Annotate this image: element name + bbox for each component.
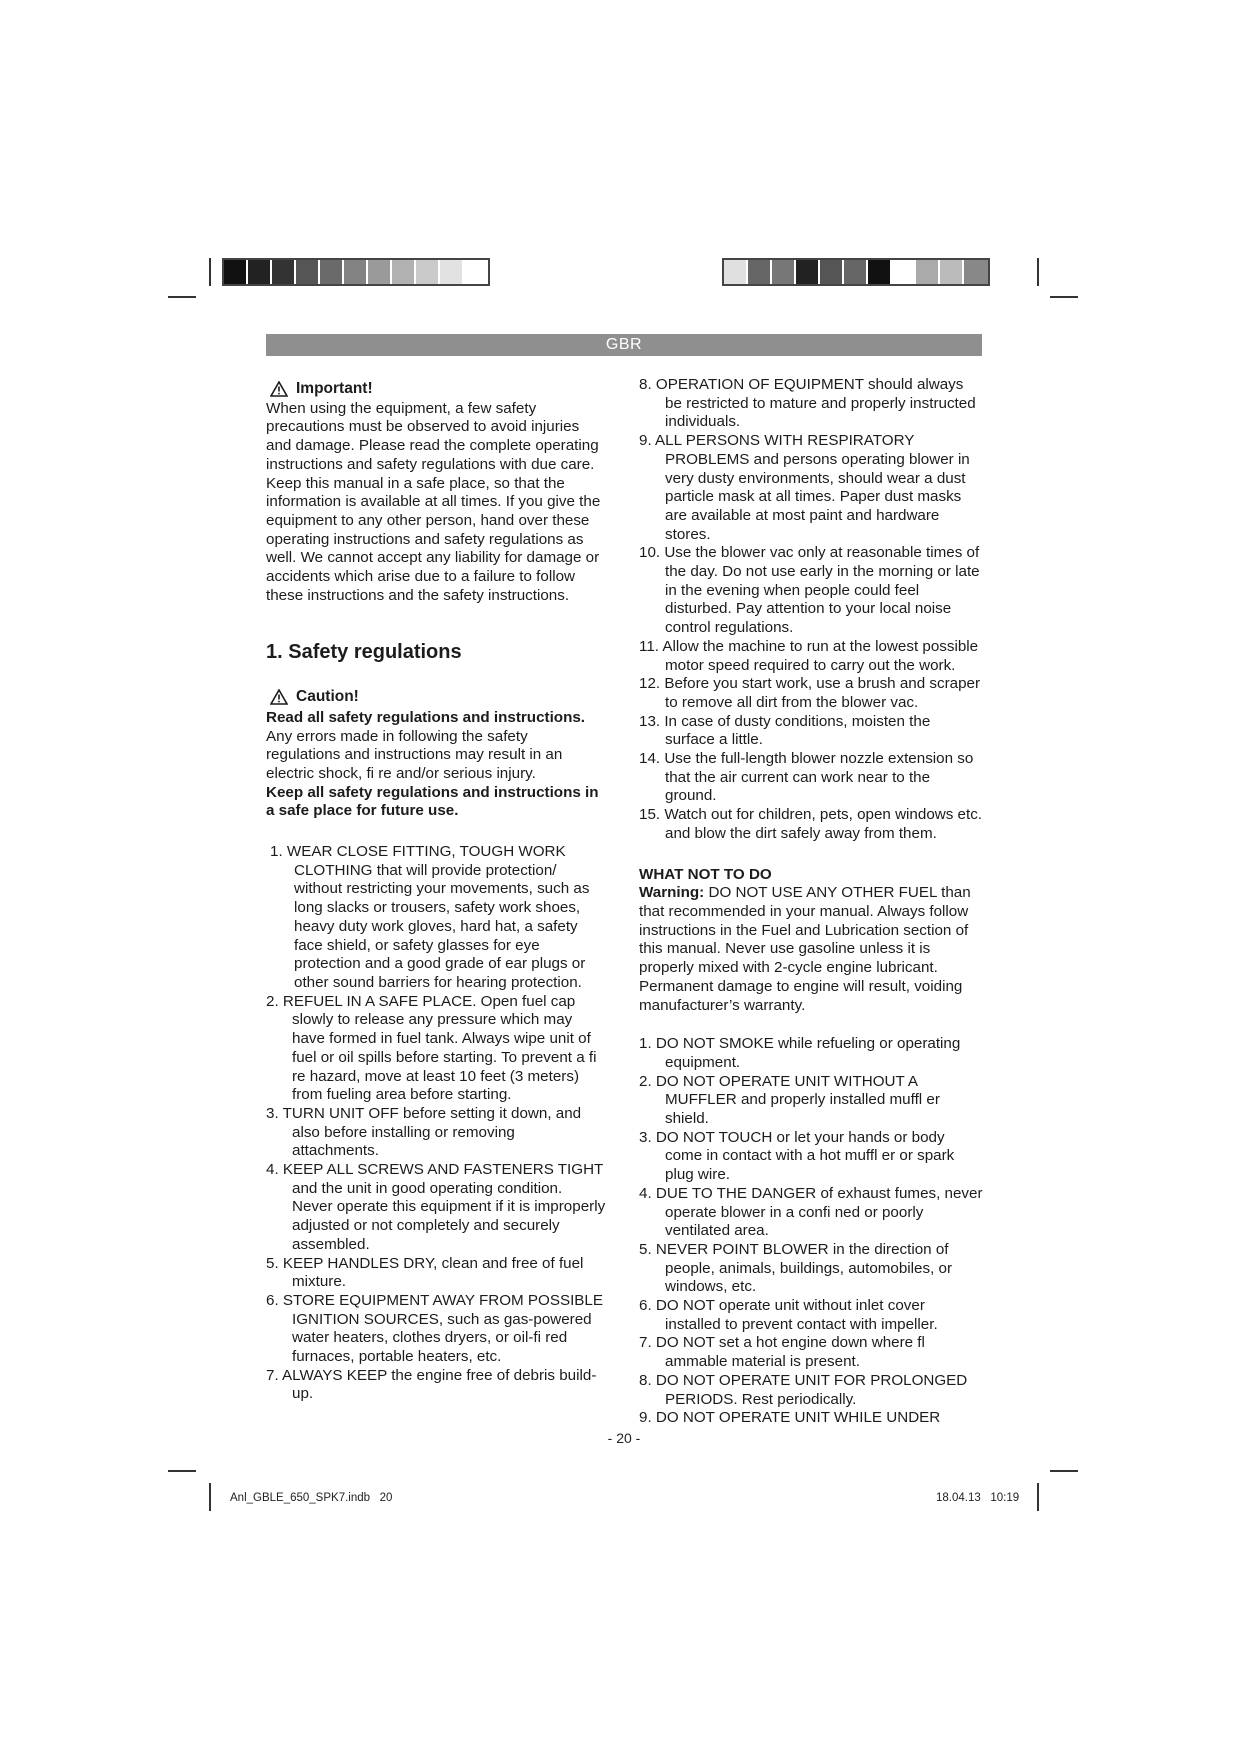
list-item: 8. DO NOT OPERATE UNIT FOR PROLONGED PERIODS. Rest periodically. xyxy=(639,1371,968,1408)
color-swatch xyxy=(868,260,892,284)
list-item: 11. Allow the machine to run at the lowest possible motor speed required to carry out the work. xyxy=(639,637,979,674)
crop-mark-bottom-left-horizontal xyxy=(168,1470,196,1472)
color-swatch xyxy=(272,260,296,284)
list-item: 13. In case of dusty conditions, moisten the surface a little. xyxy=(639,712,931,749)
color-swatch xyxy=(820,260,844,284)
warning-triangle-icon xyxy=(270,689,288,705)
caution-bold-1: Read all safety regulations and instructions. xyxy=(266,708,586,726)
dont-list xyxy=(639,1035,984,1428)
color-swatch xyxy=(796,260,820,284)
language-band xyxy=(266,334,982,356)
list-item: 3. TURN UNIT OFF before setting it down, and also before installing or removing attachments. xyxy=(266,1104,582,1160)
right-column xyxy=(639,376,984,1428)
color-bar-left xyxy=(222,258,490,286)
list-item: 15. Watch out for children, pets, open windows etc. and blow the dirt safely away from them. xyxy=(639,806,983,842)
list-item: 14. Use the full-length blower nozzle extension so that the air current can work near to the ground. xyxy=(639,750,974,805)
crop-mark-top-left-vertical xyxy=(209,258,211,286)
list-item: 8. OPERATION OF EQUIPMENT should always be restricted to mature and properly instructed individuals. xyxy=(639,376,976,431)
section-title: 1. Safety regulations xyxy=(266,641,462,664)
list-item: 1. DO NOT SMOKE while refueling or operating equipment. xyxy=(639,1035,961,1071)
list-item: 2. DO NOT OPERATE UNIT WITHOUT A MUFFLER and properly installed muffl er shield. xyxy=(639,1072,940,1128)
color-swatch xyxy=(844,260,868,284)
color-swatch xyxy=(464,260,488,284)
color-swatch xyxy=(772,260,796,284)
color-swatch xyxy=(724,260,748,284)
warning-triangle-icon xyxy=(270,381,288,397)
caution-text: Any errors made in following the safety regulations and instructions may result in an electric shock, fi re and/or serious injury. xyxy=(266,727,563,782)
color-swatch xyxy=(748,260,772,284)
color-swatch xyxy=(368,260,392,284)
list-item: 7. ALWAYS KEEP the engine free of debris build-up. xyxy=(266,1366,597,1403)
color-swatch xyxy=(416,260,440,284)
important-text: When using the equipment, a few safety precautions must be observed to avoid injuries and damage. Please read the complete operating instructions and safety regulations with due care. Keep this manual in a safe place, so that the information is available at all times. If you give the equipment to any other person, hand over these operating instructions and safety regulations as well. We cannot accept any liability for damage or accidents which arise due to a failure to follow these instructions and the safety instructions. xyxy=(266,399,601,604)
color-swatch xyxy=(344,260,368,284)
color-swatch xyxy=(440,260,464,284)
color-swatch xyxy=(320,260,344,284)
list-item: 9. ALL PERSONS WITH RESPIRATORY PROBLEMS and persons operating blower in very dusty environments, should wear a dust particle mask at all times. Paper dust masks are available at most paint and hardware stores. xyxy=(639,432,970,543)
footer-file-slug: Anl_GBLE_650_SPK7.indb 20 xyxy=(230,1492,393,1504)
list-item: 5. KEEP HANDLES DRY, clean and free of fuel mixture. xyxy=(266,1254,584,1291)
color-swatch xyxy=(964,260,988,284)
color-bar-right xyxy=(722,258,990,286)
important-heading xyxy=(266,380,606,399)
list-item: 1. WEAR CLOSE FITTING, TOUGH WORK CLOTHING that will provide protection/ without restricting your movements, such as long slacks or trousers, safety work shoes, heavy duty work gloves, hard hat, a safety face shield, or safety glasses for eye protection and a good grade of ear plugs or other sound barriers for hearing protection. xyxy=(270,843,590,991)
warning-text: DO NOT USE ANY OTHER FUEL than that recommended in your manual. Always follow instructions in the Fuel and Lubrication section of this manual. Never use gasoline unless it is properly mixed with 2-cycle engine lubricant. Permanent damage to engine will result, voiding manufacturer’s warranty. xyxy=(639,884,971,1014)
crop-mark-bottom-left-vertical xyxy=(209,1483,211,1511)
caution-bold-2: Keep all safety regulations and instructions in a safe place for future use. xyxy=(266,783,599,820)
crop-mark-top-right-horizontal xyxy=(1050,296,1078,298)
caution-heading xyxy=(266,688,606,707)
list-item: 4. KEEP ALL SCREWS AND FASTENERS TIGHT and the unit in good operating condition. Never operate this equipment if it is improperly adjusted or not completely and securely assembled. xyxy=(266,1161,606,1253)
page-number: - 20 - xyxy=(607,1430,641,1446)
list-item: 9. DO NOT OPERATE UNIT WHILE UNDER xyxy=(639,1409,941,1427)
important-title: Important! xyxy=(296,380,373,397)
crop-mark-bottom-right-vertical xyxy=(1037,1483,1039,1511)
crop-mark-top-left-horizontal xyxy=(168,296,196,298)
list-item: 10. Use the blower vac only at reasonable times of the day. Do not use early in the morning or late in the evening when people could feel disturbed. Pay attention to your local noise control regulations. xyxy=(639,544,980,637)
list-item: 6. DO NOT operate unit without inlet cover installed to prevent contact with impeller. xyxy=(639,1297,938,1333)
color-swatch xyxy=(916,260,940,284)
warning-paragraph xyxy=(639,884,984,1015)
warning-label: Warning: xyxy=(639,884,705,902)
list-item: 4. DUE TO THE DANGER of exhaust fumes, never operate blower in a confi ned or poorly ventilated area. xyxy=(639,1184,983,1240)
left-column xyxy=(266,380,606,1404)
what-not-to-do-title: WHAT NOT TO DO xyxy=(639,865,772,883)
list-item: 7. DO NOT set a hot engine down where fl ammable material is present. xyxy=(639,1334,925,1371)
safety-list-right xyxy=(639,376,984,844)
list-item: 2. REFUEL IN A SAFE PLACE. Open fuel cap slowly to release any pressure which may have formed in fuel tank. Always wipe unit of fuel or oil spills before starting. To prevent a fi re hazard, move at least 10 feet (3 meters) from fueling area before starting. xyxy=(266,992,597,1104)
language-label: GBR xyxy=(605,336,643,353)
list-item: 3. DO NOT TOUCH or let your hands or body come in contact with a hot muffl er or spark plug wire. xyxy=(639,1128,955,1184)
color-swatch xyxy=(892,260,916,284)
color-swatch xyxy=(224,260,248,284)
color-swatch xyxy=(940,260,964,284)
list-item: 12. Before you start work, use a brush and scraper to remove all dirt from the blower vac. xyxy=(639,675,981,711)
crop-mark-bottom-right-horizontal xyxy=(1050,1470,1078,1472)
color-swatch xyxy=(296,260,320,284)
color-swatch xyxy=(392,260,416,284)
crop-mark-top-right-vertical xyxy=(1037,258,1039,286)
list-item: 5. NEVER POINT BLOWER in the direction of people, animals, buildings, automobiles, or windows, etc. xyxy=(639,1240,953,1296)
color-swatch xyxy=(248,260,272,284)
caution-title: Caution! xyxy=(296,688,359,706)
list-item: 6. STORE EQUIPMENT AWAY FROM POSSIBLE IGNITION SOURCES, such as gas-powered water heaters, clothes dryers, or oil-fi red furnaces, portable heaters, etc. xyxy=(266,1291,604,1366)
footer-datetime: 18.04.13 10:19 xyxy=(936,1492,1020,1504)
safety-list-left xyxy=(266,843,606,1404)
